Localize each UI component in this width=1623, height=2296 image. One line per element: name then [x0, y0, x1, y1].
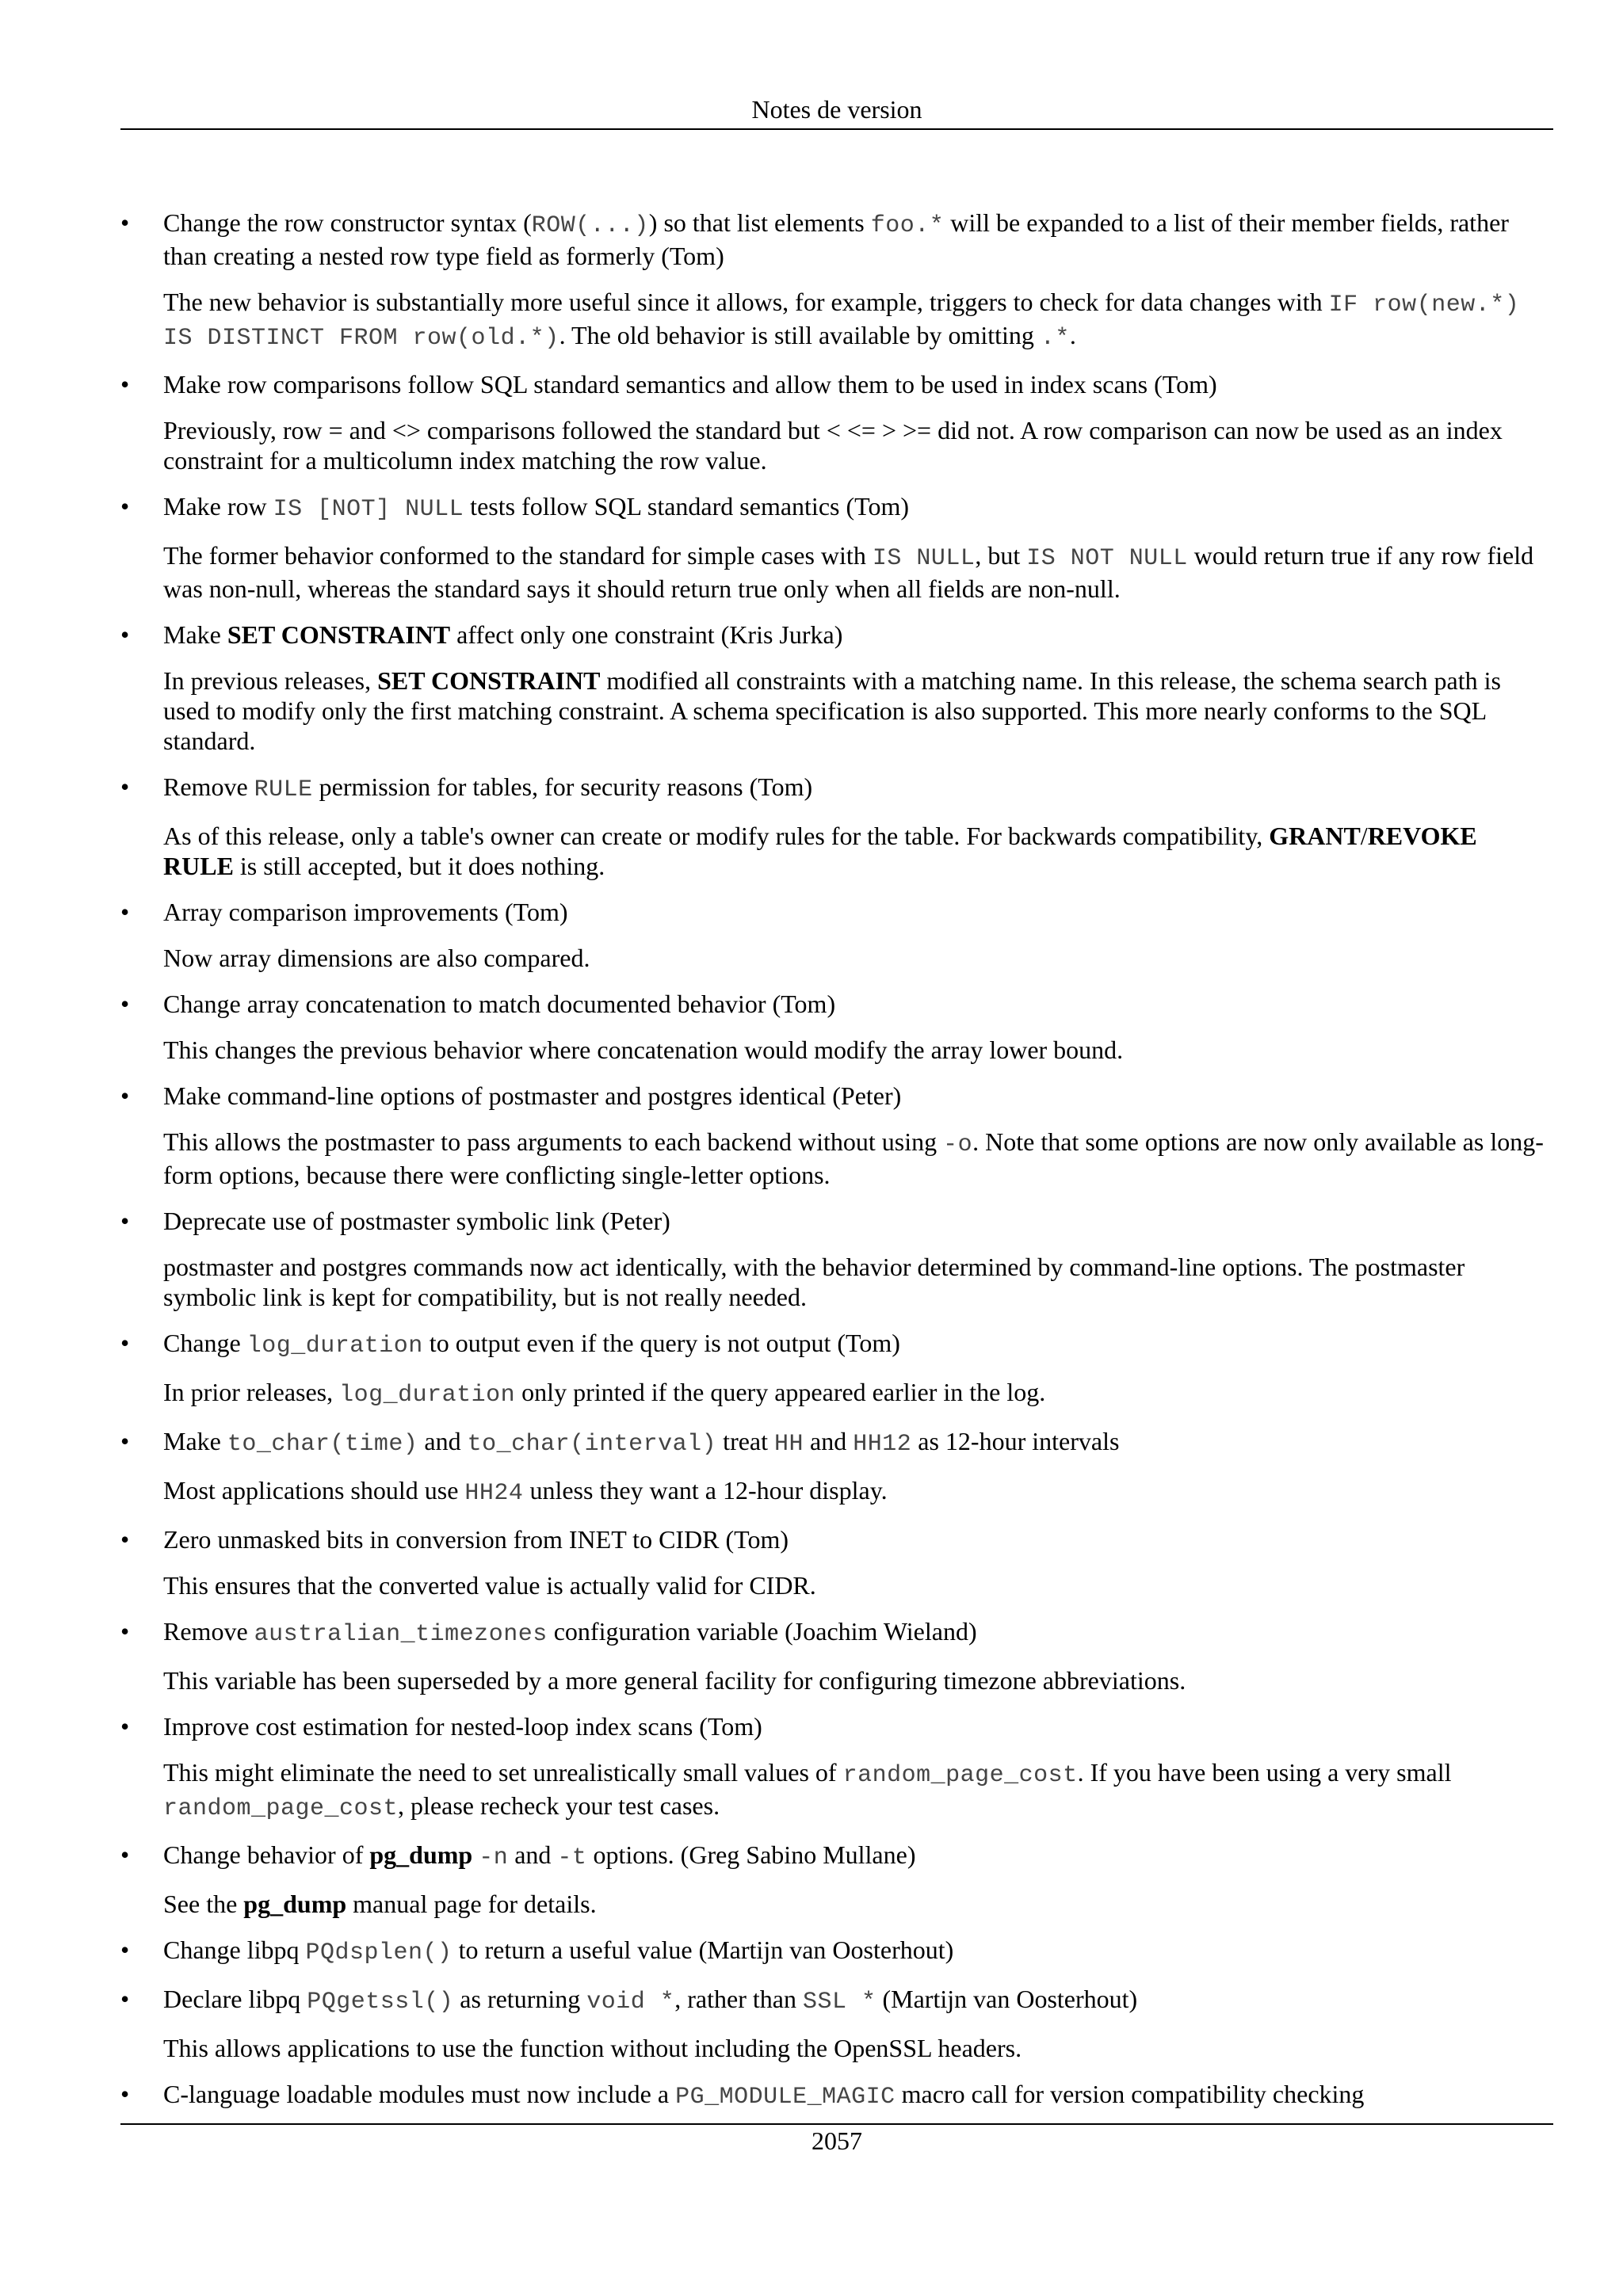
text-run: /	[1360, 822, 1368, 850]
text-run: Make row comparisons follow SQL standard semantics and allow them to be used in index scans (Tom)	[163, 370, 1217, 399]
page-number: 2057	[812, 2126, 862, 2155]
header-rule	[120, 128, 1553, 130]
item-description	[163, 287, 1553, 353]
text-run: This allows applications to use the function without including the OpenSSL headers.	[163, 2034, 1022, 2062]
item-description	[163, 415, 1553, 475]
text-run: tests follow SQL standard semantics (Tom)	[464, 492, 909, 521]
bullet-icon: •	[120, 208, 130, 237]
release-note-item	[120, 369, 1553, 475]
code-literal: australian_timezones	[254, 1621, 548, 1648]
text-run: This might eliminate the need to set unrealistically small values of	[163, 1758, 843, 1787]
code-literal: PQdsplen()	[305, 1939, 453, 1966]
item-description	[163, 1889, 1553, 1919]
release-notes-list	[120, 208, 1553, 2128]
release-note-item	[120, 1081, 1553, 1190]
release-note-item	[120, 1616, 1553, 1695]
item-title	[163, 1328, 1553, 1361]
item-title	[163, 1524, 1553, 1554]
code-literal: log_duration	[339, 1382, 516, 1409]
text-run: Change the row constructor syntax (	[163, 208, 532, 237]
item-description	[163, 1035, 1553, 1065]
text-run: as 12-hour intervals	[911, 1427, 1120, 1455]
text-run: Make row	[163, 492, 273, 521]
text-run: Change libpq	[163, 1936, 306, 1964]
text-run: In prior releases,	[163, 1378, 340, 1406]
code-literal: -t	[557, 1844, 587, 1871]
item-title	[163, 897, 1553, 927]
item-title	[163, 369, 1553, 399]
text-run: affect only one constraint (Kris Jurka)	[450, 620, 843, 649]
text-run: . Note that some options are now only available as long-form options, because there were conflicting single-letter options.	[163, 1127, 1544, 1189]
bullet-icon: •	[120, 492, 130, 521]
text-run: . If you have been using a very small	[1077, 1758, 1452, 1787]
code-literal: log_duration	[246, 1333, 423, 1360]
code-literal: HH	[774, 1431, 804, 1458]
code-literal: HH12	[853, 1431, 912, 1458]
text-run: to output even if the query is not output (Tom)	[422, 1329, 900, 1357]
text-run: ) so that list elements	[648, 208, 871, 237]
release-note-item	[120, 1328, 1553, 1410]
release-note-item	[120, 897, 1553, 973]
code-literal: .*	[1040, 325, 1070, 352]
text-run: only printed if the query appeared earlier in the log.	[515, 1378, 1046, 1406]
text-run: Make	[163, 1427, 227, 1455]
text-run: Change array concatenation to match documented behavior (Tom)	[163, 990, 836, 1018]
release-note-item	[120, 1711, 1553, 1824]
text-run: unless they want a 12-hour display.	[523, 1476, 888, 1505]
text-run: permission for tables, for security reasons (Tom)	[312, 772, 813, 801]
bullet-icon: •	[120, 1525, 130, 1554]
text-run: options. (Greg Sabino Mullane)	[586, 1840, 916, 1869]
text-run: will be expanded to a list of their member fields, rather than creating a nested row type field as formerly (Tom)	[163, 208, 1509, 270]
release-note-item	[120, 1840, 1553, 1919]
code-literal: to_char(time)	[227, 1431, 418, 1458]
release-note-item	[120, 491, 1553, 604]
command-name: REVOKE RULE	[163, 822, 1477, 880]
text-run: (Martijn van Oosterhout)	[876, 1985, 1138, 2013]
code-literal: void *	[586, 1989, 675, 2016]
code-literal: -n	[479, 1844, 509, 1871]
text-run: C-language loadable modules must now include a	[163, 2080, 676, 2108]
text-run: . The old behavior is still available by omitting	[559, 321, 1041, 349]
text-run: , rather than	[674, 1985, 803, 2013]
bullet-icon: •	[120, 1427, 130, 1455]
text-run: The new behavior is substantially more useful since it allows, for example, triggers to check for data changes with	[163, 288, 1329, 316]
text-run: This changes the previous behavior where concatenation would modify the array lower bound.	[163, 1035, 1124, 1064]
release-note-item	[120, 2079, 1553, 2112]
item-description	[163, 1127, 1553, 1190]
text-run: as returning	[453, 1985, 587, 2013]
text-run: macro call for version compatibility checking	[895, 2080, 1365, 2108]
command-name: SET CONSTRAINT	[227, 620, 451, 649]
item-title	[163, 491, 1553, 524]
item-title	[163, 1616, 1553, 1650]
text-run: Remove	[163, 1617, 254, 1646]
item-description	[163, 1665, 1553, 1695]
text-run: , please recheck your test cases.	[398, 1791, 720, 1820]
bullet-icon: •	[120, 370, 130, 399]
text-run: Array comparison improvements (Tom)	[163, 898, 568, 926]
text-run: Most applications should use	[163, 1476, 465, 1505]
running-header: Notes de version	[751, 95, 922, 124]
item-title	[163, 1840, 1553, 1873]
item-description	[163, 1757, 1553, 1824]
text-run: manual page for details.	[346, 1890, 597, 1918]
text-run: .	[1069, 321, 1076, 349]
bullet-icon: •	[120, 1936, 130, 1964]
text-run: Change	[163, 1329, 247, 1357]
release-note-item	[120, 1524, 1553, 1600]
text-run: As of this release, only a table's owner can create or modify rules for the table. For backwards compatibility,	[163, 822, 1270, 850]
item-title	[163, 1426, 1553, 1459]
text-run: This variable has been superseded by a more general facility for configuring timezone abbreviations.	[163, 1666, 1186, 1695]
text-run: Declare libpq	[163, 1985, 307, 2013]
item-description	[163, 1570, 1553, 1600]
text-run: In previous releases,	[163, 666, 378, 695]
text-run: , but	[975, 541, 1027, 570]
item-title	[163, 208, 1553, 271]
release-note-item	[120, 1935, 1553, 1968]
text-run: configuration variable (Joachim Wieland)	[547, 1617, 977, 1646]
bullet-icon: •	[120, 990, 130, 1018]
code-literal: IS NULL	[872, 545, 976, 572]
text-run: See the	[163, 1890, 244, 1918]
code-literal: -o	[943, 1131, 973, 1158]
command-name: GRANT	[1269, 822, 1361, 850]
bullet-icon: •	[120, 1617, 130, 1646]
item-title	[163, 1711, 1553, 1741]
bullet-icon: •	[120, 2080, 130, 2108]
item-title	[163, 1206, 1553, 1236]
release-note-item	[120, 1426, 1553, 1508]
code-literal: ROW(...)	[531, 212, 649, 239]
item-description	[163, 2033, 1553, 2063]
item-description	[163, 1252, 1553, 1312]
bullet-icon: •	[120, 772, 130, 801]
code-literal: IS NOT NULL	[1026, 545, 1188, 572]
command-name: pg_dump	[369, 1840, 473, 1869]
text-run: would return true if any row field was non-null, whereas the standard says it should return true only when all fields are non-null.	[163, 541, 1534, 603]
text-run: Make command-line options of postmaster and postgres identical (Peter)	[163, 1081, 902, 1110]
item-description	[163, 821, 1553, 881]
bullet-icon: •	[120, 898, 130, 926]
code-literal: IS [NOT] NULL	[273, 496, 464, 523]
code-literal: PQgetssl()	[307, 1989, 454, 2016]
release-note-item	[120, 989, 1553, 1065]
text-run: and	[804, 1427, 854, 1455]
release-note-item	[120, 1984, 1553, 2063]
text-run: Previously, row = and <> comparisons followed the standard but < <= > >= did not. A row comparison can now be used as an index constraint for a multicolumn index matching the row value.	[163, 416, 1503, 475]
text-run: Make	[163, 620, 227, 649]
code-literal: random_page_cost	[163, 1795, 399, 1822]
item-description	[163, 540, 1553, 604]
text-run: Remove	[163, 772, 254, 801]
text-run: Change behavior of	[163, 1840, 370, 1869]
item-description	[163, 1377, 1553, 1410]
text-run: Now array dimensions are also compared.	[163, 944, 590, 972]
code-literal: HH24	[464, 1480, 524, 1507]
code-literal: foo.*	[870, 212, 945, 239]
item-title	[163, 772, 1553, 805]
release-note-item	[120, 772, 1553, 881]
bullet-icon: •	[120, 1081, 130, 1110]
bullet-icon: •	[120, 1207, 130, 1235]
release-note-item	[120, 1206, 1553, 1312]
text-run: modified all constraints with a matching name. In this release, the schema search path is used to modify only the first matching constraint. A schema specification is also supported. This more nearly conforms to the SQL standard.	[163, 666, 1501, 755]
code-literal: PG_MODULE_MAGIC	[675, 2084, 896, 2111]
text-run: is still accepted, but it does nothing.	[233, 852, 605, 880]
bullet-icon: •	[120, 1712, 130, 1741]
item-description	[163, 666, 1553, 756]
command-name: SET CONSTRAINT	[377, 666, 601, 695]
item-description	[163, 1475, 1553, 1508]
code-literal: SSL *	[802, 1989, 876, 2016]
release-note-item	[120, 620, 1553, 756]
code-literal: RULE	[254, 776, 313, 803]
bullet-icon: •	[120, 1985, 130, 2013]
item-title	[163, 989, 1553, 1019]
bullet-icon: •	[120, 620, 130, 649]
item-description	[163, 943, 1553, 973]
text-run: Zero unmasked bits in conversion from INET to CIDR (Tom)	[163, 1525, 789, 1554]
text-run: and	[508, 1840, 558, 1869]
item-title	[163, 620, 1553, 650]
bullet-icon: •	[120, 1329, 130, 1357]
text-run	[472, 1840, 479, 1869]
bullet-icon: •	[120, 1840, 130, 1869]
release-note-item	[120, 208, 1553, 353]
text-run: postmaster and postgres commands now act identically, with the behavior determined by command-line options. The postmaster symbolic link is kept for compatibility, but is not really needed.	[163, 1253, 1465, 1311]
code-literal: to_char(interval)	[467, 1431, 717, 1458]
text-run: to return a useful value (Martijn van Oosterhout)	[452, 1936, 954, 1964]
text-run: Deprecate use of postmaster symbolic link (Peter)	[163, 1207, 670, 1235]
item-title	[163, 2079, 1553, 2112]
item-title	[163, 1984, 1553, 2017]
text-run: treat	[716, 1427, 775, 1455]
command-name: pg_dump	[243, 1890, 347, 1918]
text-run: This allows the postmaster to pass arguments to each backend without using	[163, 1127, 944, 1156]
text-run: and	[418, 1427, 468, 1455]
item-title	[163, 1935, 1553, 1968]
code-literal: IF row(new.*) IS DISTINCT FROM row(old.*)	[163, 292, 1520, 352]
text-run: Improve cost estimation for nested-loop index scans (Tom)	[163, 1712, 762, 1741]
code-literal: random_page_cost	[842, 1762, 1078, 1789]
text-run: This ensures that the converted value is actually valid for CIDR.	[163, 1571, 816, 1600]
item-title	[163, 1081, 1553, 1111]
text-run: The former behavior conformed to the standard for simple cases with	[163, 541, 873, 570]
